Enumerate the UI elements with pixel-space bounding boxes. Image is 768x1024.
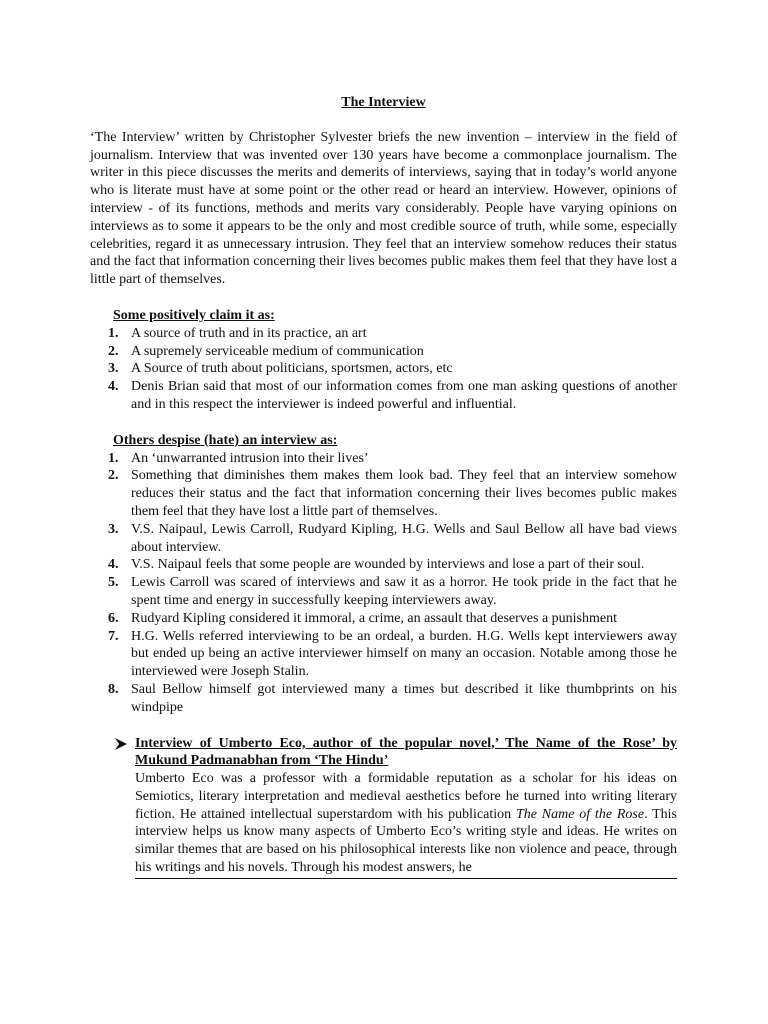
list-number: 2.	[108, 343, 119, 359]
list-number: 4.	[108, 379, 119, 395]
list-number: 7.	[108, 628, 119, 644]
positive-list	[90, 325, 677, 414]
list-number: 8.	[108, 681, 119, 697]
list-item	[90, 681, 677, 717]
eco-heading: Interview of Umberto Eco, author of the popular novel,’ The Name of the Rose’ by Mukund Padmanabhan from ‘The Hindu’	[135, 735, 677, 769]
negative-heading: Others despise (hate) an interview as:	[113, 432, 338, 448]
list-item-text: A supremely serviceable medium of communication	[131, 343, 424, 359]
list-number: 6.	[108, 610, 119, 626]
list-item-text: A Source of truth about politicians, sportsmen, actors, etc	[131, 361, 453, 377]
list-item	[90, 450, 677, 468]
intro-paragraph: ‘The Interview’ written by Christopher Sylvester briefs the new invention – interview in the field of journalism. Interview that was invented over 130 years have become a commonplace journalism. The writer in this piece discusses the merits and demerits of interviews, saying that in today’s world anyone who is literate must have at some point or the other read or heard an interview. However, opinions of interview - of its functions, methods and merits vary considerably. People have varying opinions on interviews as to some it appears to be the only and most credible source of truth, while some, especially celebrities, regard it as unnecessary intrusion. They feel that an interview somehow reduces their status and the fact that information concerning their lives becomes public makes them feel that they have lost a little part of themselves.	[90, 129, 677, 288]
list-item	[90, 325, 677, 343]
list-item-text: Lewis Carroll was scared of interviews and saw it as a horror. He took pride in the fact that he spent time and energy in successfully keeping interviewers away.	[131, 575, 677, 608]
list-number: 1.	[108, 450, 119, 466]
list-item	[90, 610, 677, 628]
list-item	[90, 343, 677, 361]
list-item-text: Something that diminishes them makes them look bad. They feel that an interview somehow reduces their status and the fact that information concerning their lives becomes public makes them feel that they have lost a little part of themselves.	[131, 468, 677, 519]
negative-list	[90, 450, 677, 717]
eco-book-title: The Name of the Rose	[515, 806, 645, 822]
list-item	[90, 574, 677, 610]
eco-body-part1: Umberto Eco was a professor with a formidable reputation as a scholar for his ideas on Semiotics, literary interpretation and medieval aesthetics before he turned into writing literary fiction. He attained intellectual superstardom with his publication	[135, 771, 677, 822]
list-number: 2.	[108, 468, 119, 484]
arrowhead-bullet-icon	[114, 737, 128, 751]
list-number: 3.	[108, 361, 119, 377]
positive-heading: Some positively claim it as:	[113, 307, 275, 323]
list-item-text: A source of truth and in its practice, an art	[131, 325, 367, 341]
page-title: The Interview	[341, 95, 426, 110]
list-item-text: V.S. Naipaul, Lewis Carroll, Rudyard Kipling, H.G. Wells and Saul Bellow all have bad views about interview.	[131, 521, 677, 555]
eco-section	[90, 735, 677, 879]
list-item	[90, 521, 677, 557]
eco-body-part2: . This interview helps us know many aspects of Umberto Eco’s writing style and ideas. He writes on similar themes that are based on his philosophical interests like non violence and peace, through his writings and his novels. Through his modest answers, he	[135, 806, 678, 876]
list-item	[90, 360, 677, 378]
list-item-text: An ‘unwarranted intrusion into their lives’	[131, 450, 369, 466]
eco-paragraph	[135, 770, 677, 879]
list-item	[90, 378, 677, 414]
list-item-text: V.S. Naipaul feels that some people are wounded by interviews and lose a part of their soul.	[131, 557, 645, 573]
list-number: 1.	[108, 325, 119, 341]
list-number: 3.	[108, 521, 119, 537]
list-item	[90, 556, 677, 574]
document-content	[90, 94, 677, 879]
list-number: 4.	[108, 557, 119, 573]
list-number: 5.	[108, 575, 119, 591]
list-item-text: Saul Bellow himself got interviewed many a times but described it like thumbprints on his windpipe	[131, 681, 677, 715]
list-item	[90, 628, 677, 681]
list-item-text: H.G. Wells referred interviewing to be an ordeal, a burden. H.G. Wells kept interviewers away but ended up being an active interviewer himself on many an occasion. Notable among those he interviewed were Joseph Stalin.	[131, 628, 677, 680]
list-item-text: Rudyard Kipling considered it immoral, a crime, an assault that deserves a punishment	[131, 610, 617, 626]
list-item	[90, 467, 677, 520]
list-item-text: Denis Brian said that most of our information comes from one man asking questions of another and in this respect the interviewer is indeed powerful and influential.	[131, 379, 677, 412]
